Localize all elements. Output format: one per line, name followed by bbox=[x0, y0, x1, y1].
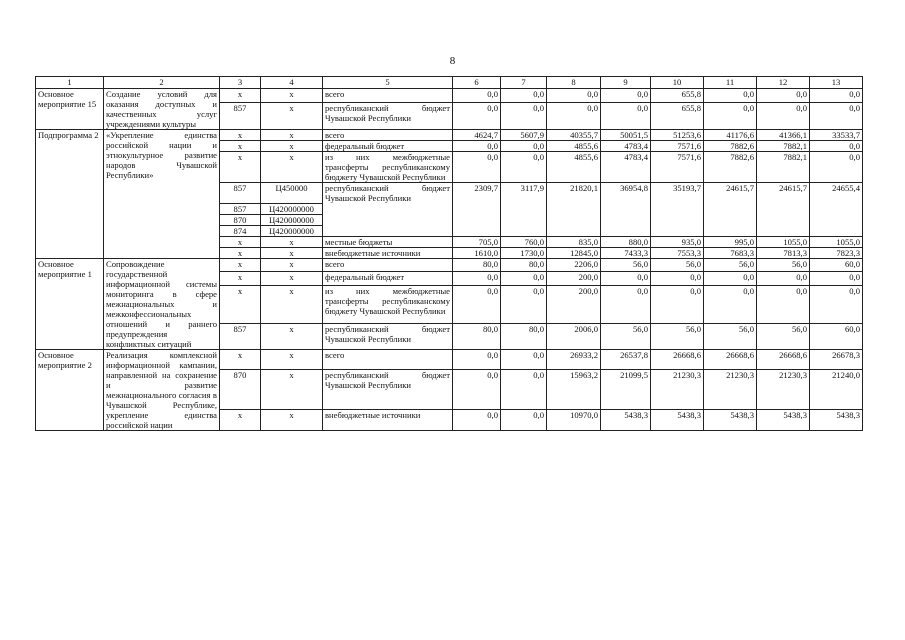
amount-cell: 5438,3 bbox=[601, 409, 651, 430]
amount-cell: 0,0 bbox=[810, 285, 863, 323]
amount-cell: 24615,7 bbox=[757, 183, 810, 204]
column-header: 10 bbox=[651, 77, 704, 89]
column-header: 8 bbox=[547, 77, 601, 89]
empty-cell bbox=[547, 225, 601, 236]
table-row bbox=[36, 89, 863, 103]
source-cell: всего bbox=[323, 130, 453, 141]
source-cell: республиканский бюджет Чувашской Республики bbox=[323, 103, 453, 130]
code-gb-cell: x bbox=[220, 141, 261, 152]
empty-cell bbox=[547, 203, 601, 214]
amount-cell: 0,0 bbox=[453, 370, 501, 410]
measure-description: Реализация комплексной информационной кампании, направленной на сохранение и развитие межнационального согласия в Чувашской Республике, укрепление единства российской нации bbox=[104, 349, 220, 430]
amount-cell: 26668,6 bbox=[757, 349, 810, 370]
amount-cell: 0,0 bbox=[757, 89, 810, 103]
empty-cell bbox=[810, 225, 863, 236]
amount-cell: 41176,6 bbox=[704, 130, 757, 141]
code-cs-cell: x bbox=[261, 152, 323, 183]
amount-cell: 7683,3 bbox=[704, 247, 757, 258]
amount-cell: 0,0 bbox=[501, 370, 547, 410]
amount-cell: 26678,3 bbox=[810, 349, 863, 370]
amount-cell: 80,0 bbox=[453, 323, 501, 349]
amount-cell: 7433,3 bbox=[601, 247, 651, 258]
amount-cell: 56,0 bbox=[704, 323, 757, 349]
amount-cell: 21099,5 bbox=[601, 370, 651, 410]
amount-cell: 0,0 bbox=[501, 349, 547, 370]
empty-cell bbox=[323, 214, 453, 225]
amount-cell: 0,0 bbox=[453, 141, 501, 152]
amount-cell: 0,0 bbox=[651, 272, 704, 286]
amount-cell: 0,0 bbox=[547, 103, 601, 130]
amount-cell: 1055,0 bbox=[810, 236, 863, 247]
source-cell: из них межбюджетные трансферты республиканскому бюджету Чувашской Республики bbox=[323, 152, 453, 183]
amount-cell: 56,0 bbox=[601, 258, 651, 272]
amount-cell: 4855,6 bbox=[547, 141, 601, 152]
empty-cell bbox=[704, 225, 757, 236]
empty-cell bbox=[601, 214, 651, 225]
amount-cell: 0,0 bbox=[704, 89, 757, 103]
empty-cell bbox=[501, 225, 547, 236]
amount-cell: 880,0 bbox=[601, 236, 651, 247]
amount-cell: 56,0 bbox=[651, 323, 704, 349]
code-gb-cell: x bbox=[220, 247, 261, 258]
subprogram-description: «Укрепление единства российской нации и этнокультурное развитие народов Чувашской Республики» bbox=[104, 130, 220, 259]
code-gb-cell: x bbox=[220, 152, 261, 183]
source-cell: всего bbox=[323, 349, 453, 370]
amount-cell: 51253,6 bbox=[651, 130, 704, 141]
amount-cell: 0,0 bbox=[810, 152, 863, 183]
amount-cell: 10970,0 bbox=[547, 409, 601, 430]
amount-cell: 7882,1 bbox=[757, 152, 810, 183]
amount-cell: 7571,6 bbox=[651, 141, 704, 152]
amount-cell: 0,0 bbox=[501, 409, 547, 430]
code-gb-cell: 870 bbox=[220, 370, 261, 410]
code-cs-cell: x bbox=[261, 130, 323, 141]
amount-cell: 7823,3 bbox=[810, 247, 863, 258]
amount-cell: 835,0 bbox=[547, 236, 601, 247]
amount-cell: 0,0 bbox=[453, 103, 501, 130]
column-header: 5 bbox=[323, 77, 453, 89]
code-cs-cell: Ц420000000 bbox=[261, 214, 323, 225]
empty-cell bbox=[810, 214, 863, 225]
amount-cell: 1730,0 bbox=[501, 247, 547, 258]
code-cs-cell: Ц420000000 bbox=[261, 225, 323, 236]
source-cell: республиканский бюджет Чувашской Республики bbox=[323, 370, 453, 410]
amount-cell: 0,0 bbox=[757, 285, 810, 323]
amount-cell: 0,0 bbox=[501, 152, 547, 183]
amount-cell: 200,0 bbox=[547, 285, 601, 323]
code-gb-cell: 857 bbox=[220, 323, 261, 349]
amount-cell: 21240,0 bbox=[810, 370, 863, 410]
amount-cell: 0,0 bbox=[810, 89, 863, 103]
amount-cell: 4624,7 bbox=[453, 130, 501, 141]
amount-cell: 80,0 bbox=[501, 258, 547, 272]
code-cs-cell: x bbox=[261, 370, 323, 410]
amount-cell: 56,0 bbox=[601, 323, 651, 349]
page-number: 8 bbox=[449, 55, 456, 67]
empty-cell bbox=[704, 203, 757, 214]
amount-cell: 0,0 bbox=[501, 272, 547, 286]
empty-cell bbox=[704, 214, 757, 225]
code-cs-cell: x bbox=[261, 285, 323, 323]
amount-cell: 0,0 bbox=[810, 103, 863, 130]
code-gb-cell: x bbox=[220, 236, 261, 247]
amount-cell: 1610,0 bbox=[453, 247, 501, 258]
amount-cell: 0,0 bbox=[547, 89, 601, 103]
empty-cell bbox=[651, 214, 704, 225]
amount-cell: 7571,6 bbox=[651, 152, 704, 183]
amount-cell: 21230,3 bbox=[651, 370, 704, 410]
code-cs-cell: x bbox=[261, 89, 323, 103]
amount-cell: 21230,3 bbox=[704, 370, 757, 410]
amount-cell: 0,0 bbox=[453, 152, 501, 183]
code-cs-cell: x bbox=[261, 323, 323, 349]
amount-cell: 655,8 bbox=[651, 89, 704, 103]
code-gb-cell: x bbox=[220, 272, 261, 286]
amount-cell: 26537,8 bbox=[601, 349, 651, 370]
code-cs-cell: x bbox=[261, 272, 323, 286]
code-cs-cell: x bbox=[261, 349, 323, 370]
amount-cell: 4855,6 bbox=[547, 152, 601, 183]
amount-cell: 80,0 bbox=[501, 323, 547, 349]
empty-cell bbox=[547, 214, 601, 225]
amount-cell: 1055,0 bbox=[757, 236, 810, 247]
amount-cell: 0,0 bbox=[810, 272, 863, 286]
empty-cell bbox=[810, 203, 863, 214]
amount-cell: 0,0 bbox=[704, 285, 757, 323]
empty-cell bbox=[323, 203, 453, 214]
column-header: 1 bbox=[36, 77, 104, 89]
amount-cell: 15963,2 bbox=[547, 370, 601, 410]
column-header: 6 bbox=[453, 77, 501, 89]
amount-cell: 2006,0 bbox=[547, 323, 601, 349]
code-gb-cell: 857 bbox=[220, 203, 261, 214]
amount-cell: 0,0 bbox=[704, 272, 757, 286]
code-cs-cell: x bbox=[261, 236, 323, 247]
empty-cell bbox=[453, 203, 501, 214]
amount-cell: 7882,6 bbox=[704, 152, 757, 183]
amount-cell: 0,0 bbox=[601, 89, 651, 103]
amount-cell: 200,0 bbox=[547, 272, 601, 286]
amount-cell: 0,0 bbox=[757, 272, 810, 286]
table-row bbox=[36, 130, 863, 141]
amount-cell: 655,8 bbox=[651, 103, 704, 130]
amount-cell: 0,0 bbox=[453, 409, 501, 430]
source-cell: местные бюджеты bbox=[323, 236, 453, 247]
measure-name: Основное мероприятие 15 bbox=[36, 89, 104, 130]
amount-cell: 760,0 bbox=[501, 236, 547, 247]
code-gb-cell: x bbox=[220, 349, 261, 370]
amount-cell: 0,0 bbox=[810, 141, 863, 152]
code-gb-cell: 870 bbox=[220, 214, 261, 225]
amount-cell: 24655,4 bbox=[810, 183, 863, 204]
table-row bbox=[36, 258, 863, 272]
code-cs-cell: x bbox=[261, 247, 323, 258]
column-header: 11 bbox=[704, 77, 757, 89]
source-cell: внебюджетные источники bbox=[323, 247, 453, 258]
code-cs-cell: x bbox=[261, 103, 323, 130]
code-cs-cell: x bbox=[261, 141, 323, 152]
code-cs-cell: Ц450000 bbox=[261, 183, 323, 204]
amount-cell: 12845,0 bbox=[547, 247, 601, 258]
amount-cell: 5438,3 bbox=[704, 409, 757, 430]
amount-cell: 60,0 bbox=[810, 323, 863, 349]
measure-name: Основное мероприятие 2 bbox=[36, 349, 104, 430]
amount-cell: 935,0 bbox=[651, 236, 704, 247]
amount-cell: 2206,0 bbox=[547, 258, 601, 272]
code-gb-cell: x bbox=[220, 285, 261, 323]
table-row bbox=[36, 77, 863, 89]
source-cell: внебюджетные источники bbox=[323, 409, 453, 430]
source-cell: всего bbox=[323, 89, 453, 103]
amount-cell: 0,0 bbox=[704, 103, 757, 130]
amount-cell: 0,0 bbox=[757, 103, 810, 130]
amount-cell: 7882,1 bbox=[757, 141, 810, 152]
amount-cell: 56,0 bbox=[651, 258, 704, 272]
amount-cell: 7882,6 bbox=[704, 141, 757, 152]
empty-cell bbox=[453, 214, 501, 225]
amount-cell: 7553,3 bbox=[651, 247, 704, 258]
amount-cell: 40355,7 bbox=[547, 130, 601, 141]
table-row bbox=[36, 349, 863, 370]
amount-cell: 56,0 bbox=[757, 258, 810, 272]
amount-cell: 50051,5 bbox=[601, 130, 651, 141]
amount-cell: 0,0 bbox=[453, 285, 501, 323]
code-gb-cell: x bbox=[220, 258, 261, 272]
empty-cell bbox=[651, 225, 704, 236]
code-gb-cell: x bbox=[220, 130, 261, 141]
amount-cell: 4783,4 bbox=[601, 152, 651, 183]
code-gb-cell: 857 bbox=[220, 183, 261, 204]
amount-cell: 5438,3 bbox=[651, 409, 704, 430]
amount-cell: 26933,2 bbox=[547, 349, 601, 370]
code-gb-cell: 874 bbox=[220, 225, 261, 236]
source-cell: республиканский бюджет Чувашской Республики bbox=[323, 323, 453, 349]
subprogram-name: Подпрограмма 2 bbox=[36, 130, 104, 259]
code-cs-cell: x bbox=[261, 258, 323, 272]
source-cell: республиканский бюджет Чувашской Республики bbox=[323, 183, 453, 204]
amount-cell: 80,0 bbox=[453, 258, 501, 272]
empty-cell bbox=[757, 214, 810, 225]
amount-cell: 0,0 bbox=[453, 89, 501, 103]
amount-cell: 0,0 bbox=[501, 89, 547, 103]
empty-cell bbox=[501, 203, 547, 214]
empty-cell bbox=[323, 225, 453, 236]
amount-cell: 21820,1 bbox=[547, 183, 601, 204]
amount-cell: 41366,1 bbox=[757, 130, 810, 141]
column-header: 4 bbox=[261, 77, 323, 89]
empty-cell bbox=[757, 225, 810, 236]
column-header: 7 bbox=[501, 77, 547, 89]
code-cs-cell: x bbox=[261, 409, 323, 430]
source-cell: федеральный бюджет bbox=[323, 272, 453, 286]
amount-cell: 3117,9 bbox=[501, 183, 547, 204]
measure-name: Основное мероприятие 1 bbox=[36, 258, 104, 349]
amount-cell: 0,0 bbox=[601, 272, 651, 286]
amount-cell: 5438,3 bbox=[810, 409, 863, 430]
amount-cell: 56,0 bbox=[704, 258, 757, 272]
source-cell: всего bbox=[323, 258, 453, 272]
amount-cell: 60,0 bbox=[810, 258, 863, 272]
empty-cell bbox=[453, 225, 501, 236]
code-gb-cell: 857 bbox=[220, 103, 261, 130]
amount-cell: 26668,6 bbox=[704, 349, 757, 370]
empty-cell bbox=[757, 203, 810, 214]
amount-cell: 0,0 bbox=[453, 349, 501, 370]
source-cell: федеральный бюджет bbox=[323, 141, 453, 152]
amount-cell: 0,0 bbox=[601, 285, 651, 323]
amount-cell: 24615,7 bbox=[704, 183, 757, 204]
amount-cell: 35193,7 bbox=[651, 183, 704, 204]
amount-cell: 705,0 bbox=[453, 236, 501, 247]
measure-description: Создание условий для оказания доступных и качественных услуг учреждениями культуры bbox=[104, 89, 220, 130]
amount-cell: 0,0 bbox=[651, 285, 704, 323]
amount-cell: 995,0 bbox=[704, 236, 757, 247]
code-gb-cell: x bbox=[220, 89, 261, 103]
amount-cell: 33533,7 bbox=[810, 130, 863, 141]
amount-cell: 21230,3 bbox=[757, 370, 810, 410]
column-header: 2 bbox=[104, 77, 220, 89]
amount-cell: 0,0 bbox=[501, 103, 547, 130]
amount-cell: 0,0 bbox=[601, 103, 651, 130]
amount-cell: 0,0 bbox=[501, 141, 547, 152]
budget-table bbox=[35, 76, 863, 431]
amount-cell: 36954,8 bbox=[601, 183, 651, 204]
column-header: 13 bbox=[810, 77, 863, 89]
amount-cell: 4783,4 bbox=[601, 141, 651, 152]
empty-cell bbox=[651, 203, 704, 214]
column-header: 12 bbox=[757, 77, 810, 89]
empty-cell bbox=[601, 225, 651, 236]
column-header: 9 bbox=[601, 77, 651, 89]
column-header: 3 bbox=[220, 77, 261, 89]
code-cs-cell: Ц420000000 bbox=[261, 203, 323, 214]
source-cell: из них межбюджетные трансферты республиканскому бюджету Чувашской Республики bbox=[323, 285, 453, 323]
empty-cell bbox=[501, 214, 547, 225]
measure-description: Сопровождение государственной информационной системы мониторинга в сфере межнациональных и межконфессиональных отношений и раннего предупреждения конфликтных ситуаций bbox=[104, 258, 220, 349]
amount-cell: 0,0 bbox=[453, 272, 501, 286]
amount-cell: 2309,7 bbox=[453, 183, 501, 204]
amount-cell: 5607,9 bbox=[501, 130, 547, 141]
amount-cell: 56,0 bbox=[757, 323, 810, 349]
amount-cell: 5438,3 bbox=[757, 409, 810, 430]
amount-cell: 0,0 bbox=[501, 285, 547, 323]
amount-cell: 26668,6 bbox=[651, 349, 704, 370]
empty-cell bbox=[601, 203, 651, 214]
code-gb-cell: x bbox=[220, 409, 261, 430]
amount-cell: 7813,3 bbox=[757, 247, 810, 258]
